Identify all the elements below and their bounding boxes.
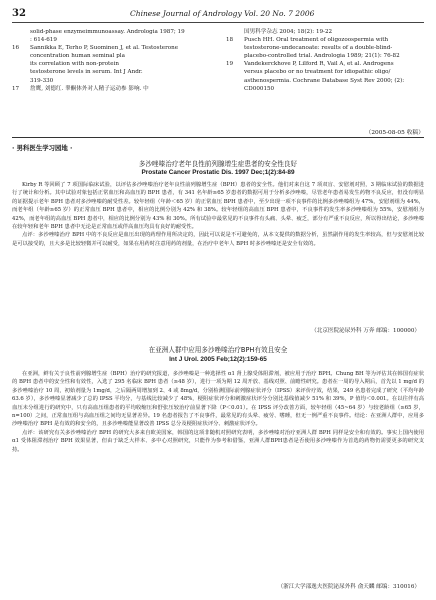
received-date: （2005-08-05 收稿） — [365, 130, 424, 136]
article-1-paragraph: Kirby R 等回顾了 7 项国际临床试验，以评估多沙唑嗪治疗老年良性前列腺增生症（BPH）患者的安全性。他们对来自这 7 项双盲、安慰剂对照，3 期临床试验的数据进行了统计和分析。其中试验对象包括正常血压和高血压的 BPH 患者，有 341 名年龄≥65 岁患者的数据可用于分析多沙唑嗪，尽管老年患者易发生药物不良反应，但没有明显的证据提示老年 BPH 患者对多沙唑嗪的耐受性差。较年轻组（年龄＜65 岁）的正常血压 BPH 患者中，至少出现一项不良事件的比例多沙唑嗪组为 47%，安慰剂组为 44%，而老年组（年龄≥65 岁）的正常血压 BPH 患者中，相应的比例分别为 42% 和 38%。较年轻组的高血压 BPH 患者中，不良事件的发生率多沙唑嗪组为 55%，安慰剂组为 42%，而老年组的高血压 BPH 患者中，相应的比例分别为 43% 和 30%。所有试验中最常见的不良事件有头痛、头晕、疲乏，部分有严重不良反应，所以得出结论，多沙唑嗪在较年轻和老年 BPH 患者中无论是正常血压或伴高血压均具有良好的耐受性。 — [12, 182, 424, 231]
reference-line: 19 Vandekerckhove P, Lilford R, Vail A, et al. Androgens — [226, 61, 394, 68]
reference-line: versus placebo or no treatment for idiopathic oligo/ — [244, 69, 391, 76]
reference-line: solid-phase enzymeimmunoassay. Andrologia 1987; 19 — [30, 29, 185, 35]
reference-list-left — [12, 28, 212, 93]
article-2-paragraph: 在亚洲，鲜有关于良性前列腺增生症（BPH）治疗的研究报道，多沙唑嗪是一种选择性 α1 肾上腺受体阻滞剂，被应用于治疗 BPH。Chung BH 等为评估其在韩国有症状的 BPH 患者中的安全性和有效性，入选了 295 名临床 BPH 患者（≥48 岁），进行一项为期 12 周开放、基线对照、前瞻性研究。患者在一周的导入期后，首先以 1 mg/d 的多沙唑嗪治疗 10 周，初始剂量为 1mg/d，之后隔两周增加到 2、4 或 8mg/d，分别检测国际前列腺症状评分（IPSS）来评价疗效，结果，249 名患者完成了研究（平均年龄 63.6 岁），多沙唑嗪显著减少了总的 IPSS 平均分，与基线比较减少了 48%，梗阻症状评分和刺激症状评分分别比基线值减少 51% 和 39%，P 值均＜0.001。在以往伴有高血压未分组进行的研究中，只有高血压组患者的平均收缩压和舒张压较治疗前显著下降（P＜0.01）。在 IPSS 评分改善方面，较年轻组（45~64 岁）与较老龄组（≥65 岁，n=100）之间，正常血压组与高血压组之间均无显著差异。19 名患者报告了不良事件，最常见的有头晕、疲劳、嗜睡，但无一例严重不良事件。结论：在亚洲人群中，应用多沙唑嗪治疗 BPH 是有效的和安全的，且多沙唑嗪能显著改善 IPSS 总分及梗阻症状评分、刺激症状评分。 — [12, 371, 424, 428]
reference-line: testosterone-undecanoate: results of a double-blind- — [244, 45, 393, 52]
reference-line: 16 Sannikka E, Terho P, Suominen J, et al. Testosterone — [12, 45, 179, 52]
article-1-comment: 点评：多沙唑嗪治疗 BPH 中的不良反应是血压出现的药理作用所决定的，因此可以说是不可避免的，从本文提供的数据分析，虽然副作用的发生率较高，但与安慰剂比较是可以接受的，且大多是比较轻微并可以耐受，如果在用药时注意用药的剂量，在治疗中老年人 BPH 时多沙唑嗪还是安全有效的。 — [12, 232, 424, 247]
article-2-comment: 点评：该研究有关多沙唑嗪治疗 BPH 的研究大多来自欧美国家，韩国的这项非随机对照研究表明，多沙唑嗪对治疗亚洲人群 BPH 同样是安全和有效的。事实上国内使用 α1 受体阻滞剂治疗 BPH 效果显著，但由于缺乏大样本、多中心对照研究，只能作为参考和借鉴，亚洲人群BPH患者是否使用多沙唑嗪作为首选的药物仍需要更多的研究支持。 — [12, 429, 424, 453]
article-1-signature: （北京医院泌尿外科 万奔 邮编：100000） — [311, 328, 420, 334]
reference-list-right — [226, 28, 426, 93]
reference-line: asthenospermia. Cochrane Database Syst Rev 2000; (2): — [244, 77, 405, 84]
article-2-source: Int J Urol. 2005 Feb;12(2):159-65 — [169, 356, 267, 363]
page-number: 32 — [12, 8, 26, 19]
page-header — [12, 8, 424, 23]
section-title: · 男科医生学习园地 · — [12, 144, 73, 152]
article-1-source: Prostate Cancer Prostatic Dis. 1997 Dec;1(2):84-89 — [141, 169, 295, 176]
article-2-body — [12, 370, 424, 454]
reference-line: placebo-controlled trial. Andrologia 1989; 21(1): 76-82 — [244, 53, 400, 60]
journal-citation: Chinese Journal of Andrology Vol. 20 No. 7 2006 — [130, 9, 315, 18]
article-1-title: 多沙唑嗪治疗老年良性前列腺增生症患者的安全性良好 — [138, 160, 298, 168]
reference-line: its correlation with non-protein — [30, 61, 119, 68]
reference-line: testosterone levels in serum. Int J Andr. — [30, 69, 143, 76]
section-divider — [12, 137, 424, 138]
reference-line: 17 詹鹰, 刘德红. 睾酮体外对人精子运动参 影响. 中 — [12, 85, 149, 92]
reference-line: 国男科学杂志 2004; 18(2): 19-22 — [244, 29, 333, 35]
article-1-body — [12, 181, 424, 248]
article-2-title: 在亚洲人群中应用多沙唑嗪治疗BPH有效且安全 — [148, 346, 288, 354]
reference-line: CD000150 — [244, 85, 275, 92]
reference-line: 319-330 — [30, 77, 54, 84]
reference-line: : 614-619 — [30, 37, 57, 44]
reference-line: concentration human seminal pla — [30, 53, 125, 60]
reference-line: 18 Pusch HH. Oral treatment of oligozoospermia with — [226, 37, 389, 44]
article-2-signature: （浙江大学邵逸夫医院泌尿外科 俞天麟 邮编：310016） — [277, 584, 420, 590]
